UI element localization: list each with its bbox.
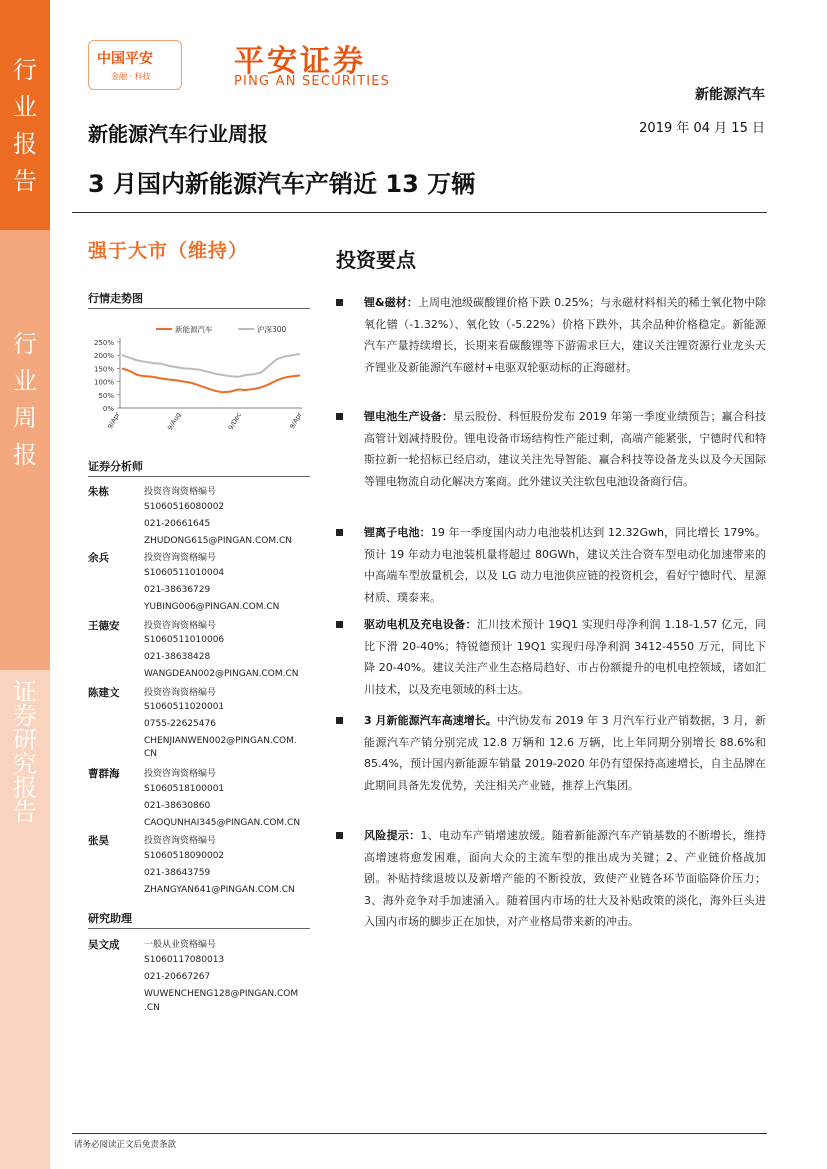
sidebar-band-bottom [0,670,50,1169]
bullet-text [364,710,766,796]
series-line-1 [122,354,300,377]
analyst-cert-label: 投资咨询资格编号 [144,487,217,497]
market-trend-divider [88,308,310,309]
bullet-title: 风险提示： [364,829,421,842]
analyst-email: CHENJIANWEN002@PINGAN.COM. [144,736,297,746]
sidebar-char: 告 [13,167,37,195]
analyst-cert-no: S1060511010006 [144,635,225,645]
bullet-body: 19 年一季度国内动力电池装机达到 12.32Gwh，同比增长 179%。预计 19 年动力电池装机量将超过 80GWh，建议关注合资车型电动化加速带来的中高端车型放量机会，以及 LG 动力电池供应链的投资机会，看好宁德时代、星源材质、璞泰来。 [364,526,767,604]
bullet-body: 1、电动车产销增速放缓。随着新能源汽车产销基数的不断增长，维持高增速将愈发困难，面向大众的主流车型的推出成为关键；2、产业链价格战加剧。补贴持续退坡以及新增产能的不断投放，致使产业链各环节面临降价压力；3、海外竞争对手加速涌入。随着国内市场的壮大及补贴政策的淡化，海外巨头进入国内市场的脚步正在加快，对产业格局带来新的冲击。 [364,829,767,929]
sidebar-char: 业 [13,367,37,395]
y-tick-label: 50% [98,391,114,400]
analyst-cert-label: 投资咨询资格编号 [144,688,217,698]
analyst-cert-no: S1060518100001 [144,784,225,794]
analyst-email: ZHANGYAN641@PINGAN.COM.CN [144,885,295,895]
analyst-cert-label: 投资咨询资格编号 [144,836,217,846]
analyst-cert-no: S1060511020001 [144,702,225,712]
bullet-square-icon [336,832,343,839]
analysts-divider [88,476,310,477]
bullet-item [336,292,766,378]
bullet-text [364,614,766,700]
analyst-cert-no: S1060511010004 [144,568,225,578]
analyst-name: 曹群海 [88,768,120,780]
footer-divider [72,1133,767,1134]
sidebar-char: 业 [13,93,37,121]
bullet-square-icon [336,299,343,306]
analyst-phone: 021-38638428 [144,652,211,662]
bullet-body: 汇川技术预计 19Q1 实现归母净利润 1.18-1.57 亿元，同比下滑 20-40%；特锐德预计 19Q1 实现归母净利润 3412-4550 万元，同比下降 20-40%。建议关注产业生态格局趋好、市占份额提升的电机电控领域，诸如汇川技术，以及充电领域的科士达。 [364,618,767,696]
bullet-item [336,522,766,608]
assistant-cert-no: S1060117080013 [144,955,225,965]
sidebar-char: 究 [13,750,37,778]
bullet-title: 3 月新能源汽车高速增长。 [364,714,497,727]
sidebar-char: 行 [13,56,37,84]
assistant-divider [88,928,310,929]
ping-an-group-logo [88,40,182,90]
sidebar-band-middle [0,230,50,670]
assistant-email: WUWENCHENG128@PINGAN.COM [144,989,299,999]
analyst-phone: 021-38630860 [144,801,211,811]
logo-sub-text: 金融 · 科技 [111,72,151,81]
assistant-cert-label: 一般从业资格编号 [144,940,217,950]
analyst-email: YUBING006@PINGAN.COM.CN [144,602,280,612]
sidebar-char: 报 [13,774,37,802]
bullet-text [364,292,766,378]
bullet-text [364,825,766,933]
sidebar-char: 报 [13,130,37,158]
analyst-cert-no: S1060518090002 [144,851,225,861]
y-tick-label: 150% [93,365,114,374]
analyst-email: CAOQUNHAI345@PINGAN.COM.CN [144,818,301,828]
legend-label-0: 新能源汽车 [175,325,213,334]
sidebar-char: 周 [13,404,37,432]
bullet-square-icon [336,413,343,420]
y-tick-label: 100% [93,378,114,387]
analyst-cert-no: S1060516080002 [144,502,225,512]
header-divider [72,212,767,213]
sidebar-char: 告 [13,798,37,826]
analyst-cert-label: 投资咨询资格编号 [144,621,217,631]
assistant-phone: 021-20667267 [144,972,211,982]
ping-an-securities-logo-en: PING AN SECURITIES [234,74,391,89]
bullet-square-icon [336,621,343,628]
bullet-text [364,406,766,492]
analyst-phone: 0755-22625476 [144,719,216,729]
sidebar-char: 研 [13,726,37,754]
x-tick-label: 9/Apr [106,411,122,431]
bullet-body: 中汽协发布 2019 年 3 月汽车行业产销数据，3 月，新能源汽车产销分别完成 12.8 万辆和 12.6 万辆，比上年同期分别增长 88.6%和 85.4%，预计国内新能源车销量 2019-2020 年仍有望保持高速增长，自主品牌在此期间具备先发优势，关注相关产业链，推荐上汽集团。 [364,714,766,792]
logo-main-text: 中国平安 [97,51,153,67]
x-tick-label: 9/Aug [165,411,183,432]
analyst-email: WANGDEAN002@PINGAN.COM.CN [144,669,299,679]
assistant-email-continued: .CN [144,1003,160,1013]
x-tick-label: 9/Dec [226,411,244,432]
analyst-name: 朱栋 [88,486,109,498]
assistant-name: 吴文成 [88,939,120,951]
y-tick-label: 250% [93,339,114,347]
analyst-cert-label: 投资咨询资格编号 [144,769,217,779]
analyst-cert-label: 投资咨询资格编号 [144,553,217,563]
bullet-square-icon [336,717,343,724]
x-tick-label: 9/Apr [288,411,304,431]
weekly-title: 新能源汽车行业周报 [88,122,268,146]
sidebar-band-top [0,0,50,230]
sidebar-char: 证 [13,678,37,706]
analysts-label: 证券分析师 [88,460,143,473]
sidebar-label-securities-research [0,680,50,824]
sidebar-char: 券 [13,702,37,730]
legend-label-1: 沪深300 [257,325,287,334]
sidebar-char: 报 [13,441,37,469]
y-tick-label: 200% [93,352,114,361]
bullet-text [364,522,766,608]
bullet-square-icon [336,529,343,536]
rating-label: 强于大市（维持） [88,240,249,262]
sector-tag: 新能源汽车 [695,87,765,103]
market-trend-label: 行情走势图 [88,292,143,305]
disclaimer: 请务必阅读正文后免责条款 [74,1140,177,1150]
analyst-phone: 021-38643759 [144,868,211,878]
sidebar-label-industry-report [0,52,50,200]
sidebar-label-industry-weekly [0,326,50,474]
analyst-name: 余兵 [88,552,109,564]
bullet-item [336,710,766,796]
bullet-item [336,614,766,700]
bullet-body: 星云股份、科恒股份发布 2019 年第一季度业绩预告；赢合科技高管计划减持股份。锂电设备市场结构性产能过剩，高端产能紧张，宁德时代和特斯拉新一轮招标已经启动，建议关注先导智能、赢合科技等设备龙头以及今天国际等锂电物流自动化解决方案商。此外建议关注软包电池设备商行信。 [364,410,766,488]
sidebar-char: 行 [13,330,37,358]
report-date: 2019 年 04 月 15 日 [639,121,765,136]
investment-highlights-heading: 投资要点 [336,248,416,272]
analyst-email-continued: CN [144,749,158,759]
ping-an-securities-logo: 平安证券 [234,44,366,79]
bullet-title: 锂离子电池： [364,526,431,539]
assistant-label: 研究助理 [88,912,132,925]
analyst-phone: 021-20661645 [144,519,211,529]
page-title: 3 月国内新能源汽车产销近 13 万辆 [88,170,476,198]
analyst-name: 陈建文 [88,687,120,699]
y-tick-label: 0% [102,405,114,413]
bullet-item [336,825,766,933]
bullet-body: 上周电池级碳酸锂价格下跌 0.25%；与永磁材料相关的稀土氧化物中除氧化镨（-1.32%）、氧化钕（-5.22%）价格下跌外，其余品种价格稳定。新能源汽车产量持续增长，长期来看碳酸锂等下游需求巨大，建议关注锂资源行业龙头天齐锂业及新能源汽车磁材+电驱双轮驱动标的正海磁材。 [364,296,766,374]
market-trend-svg [88,318,310,438]
analyst-email: ZHUDONG615@PINGAN.COM.CN [144,536,292,546]
bullet-item [336,406,766,492]
analyst-name: 张昊 [88,835,109,847]
bullet-title: 锂电池生产设备： [364,410,453,423]
bullet-title: 锂&磁材： [364,296,418,309]
market-trend-chart [88,318,310,438]
analyst-name: 王德安 [88,620,120,632]
analyst-phone: 021-38636729 [144,585,211,595]
bullet-title: 驱动电机及充电设备： [364,618,477,631]
